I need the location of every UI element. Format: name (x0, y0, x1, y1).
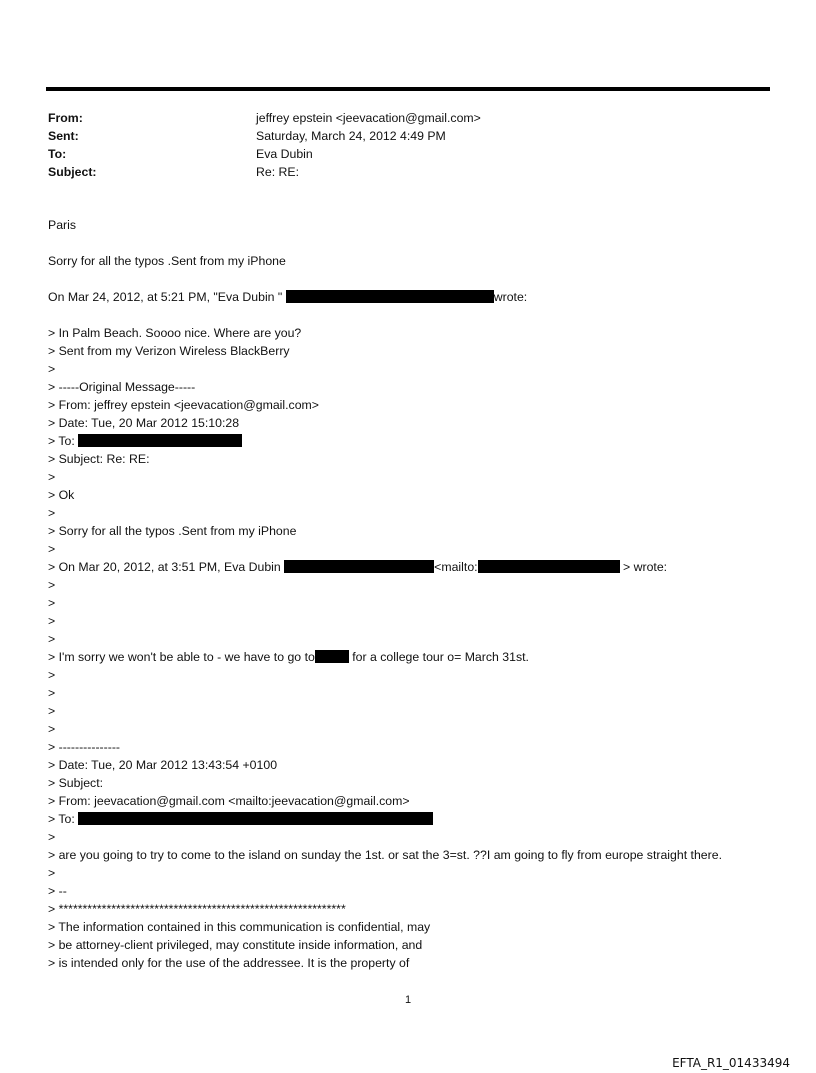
page-number: 1 (404, 994, 412, 1006)
quoted-line: > Sorry for all the typos .Sent from my iPhone (48, 524, 297, 538)
quoted-line: > Sent from my Verizon Wireless BlackBerry (48, 344, 290, 358)
attribution-text: On Mar 24, 2012, at 5:21 PM, "Eva Dubin " (48, 290, 286, 304)
quoted-line: > (48, 668, 56, 682)
body-line: Paris (48, 218, 77, 232)
quoted-line: > Date: Tue, 20 Mar 2012 15:10:28 (48, 416, 240, 430)
sent-row (48, 127, 481, 145)
quoted-line: > (48, 614, 56, 628)
quoted-line: > In Palm Beach. Soooo nice. Where are you? (48, 326, 302, 340)
attribution-wrote: wrote: (493, 290, 528, 304)
quoted-line: > (48, 686, 56, 700)
quoted-wrote: > wrote: (619, 560, 668, 574)
quoted-line: > (48, 704, 56, 718)
redaction-block (78, 434, 242, 447)
redaction-block (78, 812, 433, 825)
quoted-line: > (48, 596, 56, 610)
to-label: To: (48, 147, 67, 161)
quoted-line: > is intended only for the use of the addressee. It is the property of (48, 956, 410, 970)
quoted-attribution (48, 288, 773, 306)
quoted-line (48, 810, 773, 828)
from-label: From: (48, 111, 83, 125)
quoted-line: > --------------- (48, 740, 121, 754)
from-value: jeffrey epstein <jeevacation@gmail.com> (256, 111, 481, 125)
quoted-text: > I'm sorry we won't be able to - we have to go to (48, 650, 315, 664)
quoted-line: > are you going to try to come to the island on sunday the 1st. or sat the 3=st. ??I am going to fly from europe straight there. (48, 848, 722, 862)
quoted-line: > Ok (48, 488, 75, 502)
subject-value: Re: RE: (256, 165, 300, 179)
quoted-text: for a college tour o= March 31st. (348, 650, 529, 664)
quoted-line: > (48, 542, 56, 556)
quoted-line (48, 648, 773, 666)
header-rule (46, 87, 770, 91)
quoted-attribution-text: > On Mar 20, 2012, at 3:51 PM, Eva Dubin (48, 560, 285, 574)
redaction-block (478, 560, 620, 573)
quoted-line: > (48, 506, 56, 520)
quoted-line: > (48, 578, 56, 592)
quoted-line: > (48, 470, 56, 484)
quoted-line: > From: jeffrey epstein <jeevacation@gmail.com> (48, 398, 319, 412)
quoted-line: > The information contained in this communication is confidential, may (48, 920, 431, 934)
quoted-line: > (48, 830, 56, 844)
quoted-line: > (48, 866, 56, 880)
body-line: Sorry for all the typos .Sent from my iPhone (48, 254, 286, 268)
quoted-line: > Subject: (48, 776, 104, 790)
quoted-line: > (48, 632, 56, 646)
quoted-line: > (48, 362, 56, 376)
blank-line (48, 270, 773, 288)
quoted-line: > Date: Tue, 20 Mar 2012 13:43:54 +0100 (48, 758, 278, 772)
quoted-line (48, 558, 773, 576)
sent-label: Sent: (48, 129, 79, 143)
sent-value: Saturday, March 24, 2012 4:49 PM (256, 129, 446, 143)
quoted-line (48, 432, 773, 450)
from-row (48, 109, 481, 127)
to-row (48, 145, 481, 163)
redaction-block (284, 560, 434, 573)
email-body (48, 216, 773, 972)
redaction-block (286, 290, 494, 303)
email-header (48, 109, 481, 181)
blank-line (48, 306, 773, 324)
quoted-line: > -----Original Message----- (48, 380, 196, 394)
quoted-to-label: > To: (48, 434, 79, 448)
quoted-mailto: <mailto: (434, 560, 478, 574)
to-value: Eva Dubin (256, 147, 313, 161)
blank-line (48, 234, 773, 252)
quoted-line: > (48, 722, 56, 736)
quoted-line: > Subject: Re: RE: (48, 452, 150, 466)
redaction-block (315, 650, 349, 663)
quoted-to-label: > To: (48, 812, 79, 826)
quoted-line: > be attorney-client privileged, may constitute inside information, and (48, 938, 423, 952)
subject-row (48, 163, 481, 181)
subject-label: Subject: (48, 165, 97, 179)
quoted-line: > -- (48, 884, 67, 898)
quoted-line: > From: jeevacation@gmail.com <mailto:jeevacation@gmail.com> (48, 794, 410, 808)
quoted-line: > ************************************************************ (48, 902, 346, 916)
document-id: EFTA_R1_01433494 (672, 1056, 790, 1070)
